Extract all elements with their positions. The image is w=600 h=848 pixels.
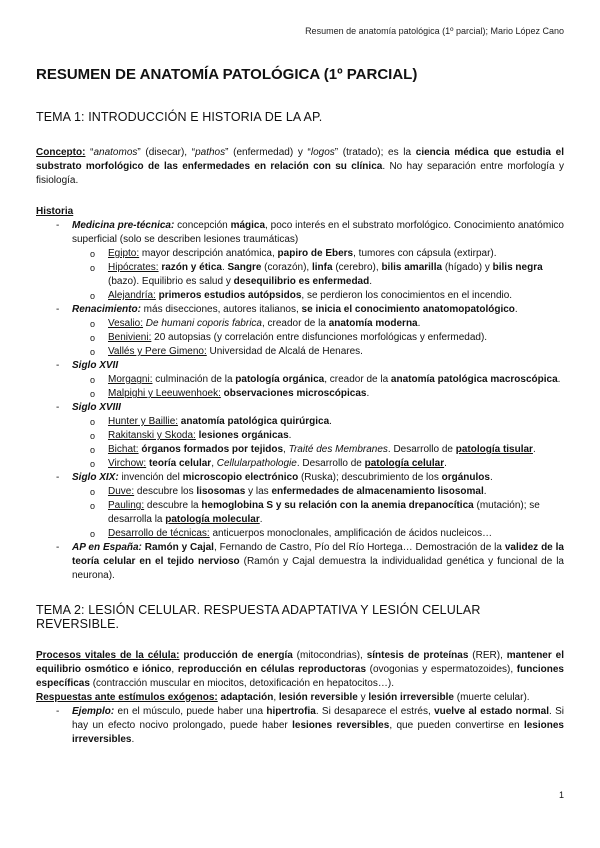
list-item: - Renacimiento: más disecciones, autores italianos, se inicia el conocimiento anatomopatológico. [36,303,564,317]
list-item: - AP en España: Ramón y Cajal, Fernando de Castro, Pío del Río Hortega… Demostración de la validez de la teoría celular en el tejido nervioso (Ramón y Cajal demuestra la individualidad genética y funcional de la neurona). [36,541,564,583]
historia-label: Historia [36,206,74,217]
list-item: o Benivieni: 20 autopsias (y correlación entre disfunciones morfológicas y enfermedad). [36,331,564,345]
list-item: o Vallés y Pere Gimeno: Universidad de Alcalá de Henares. [36,345,564,359]
list-item: - Siglo XIX: invención del microscopio electrónico (Ruska); descubrimiento de los orgánulos. [36,471,564,485]
concepto-paragraph: Concepto: “anatomos” (disecar), “pathos” (enfermedad) y “logos” (tratado); es la ciencia médica que estudia el substrato morfológico de las enfermedades en relación con su clínica. No hay separación entre morfología y fisiología. [36,147,564,186]
list-item: o Virchow: teoría celular, Cellularpathologie. Desarrollo de patología celular. [36,457,564,471]
concepto-label: Concepto: [36,147,86,158]
tema1-heading: TEMA 1: INTRODUCCIÓN E HISTORIA DE LA AP. [36,110,323,124]
list-item: o Egipto: mayor descripción anatómica, papiro de Ebers, tumores con cápsula (extirpar). [36,247,564,261]
list-item: o Pauling: descubre la hemoglobina S y su relación con la anemia drepanocítica (mutación); se desarrolla la patología molecular. [36,499,564,527]
list-item: - Siglo XVIII [36,401,564,415]
list-item: o Alejandría: primeros estudios autópsidos, se perdieron los conocimientos en el incendio. [36,289,564,303]
list-item: o Rakitanski y Skoda: lesiones orgánicas. [36,429,564,443]
page-content [36,66,564,747]
list-item: o Hunter y Baillie: anatomía patológica quirúrgica. [36,415,564,429]
tema2-heading: TEMA 2: LESIÓN CELULAR. RESPUESTA ADAPTATIVA Y LESIÓN CELULAR REVERSIBLE. [36,603,481,631]
list-item: o Hipócrates: razón y ética. Sangre (corazón), linfa (cerebro), bilis amarilla (hígado) y bilis negra (bazo). Equilibrio es salud y desequilibrio es enfermedad. [36,261,564,289]
list-item: o Morgagni: culminación de la patología orgánica, creador de la anatomía patológica macroscópica. [36,373,564,387]
list-item: o Duve: descubre los lisosomas y las enfermedades de almacenamiento lisosomal. [36,485,564,499]
page-number: 1 [558,790,564,800]
respuestas-paragraph: Respuestas ante estímulos exógenos: adaptación, lesión reversible y lesión irreversible (muerte celular). [36,692,530,703]
document-title: RESUMEN DE ANATOMÍA PATOLÓGICA (1º PARCIAL) [36,66,418,83]
ejemplo-list [36,705,564,747]
list-item: o Malpighi y Leeuwenhoek: observaciones microscópicas. [36,387,564,401]
list-item: - Ejemplo: en el músculo, puede haber una hipertrofia. Si desaparece el estrés, vuelve al estado normal. Si hay un efecto nocivo prolongado, puede haber lesiones reversibles, que pueden convertirse en lesiones irreversibles. [36,705,564,747]
running-header: Resumen de anatomía patológica (1º parcial); Mario López Cano [305,26,564,36]
list-item: - Siglo XVII [36,359,564,373]
list-item: o Vesalio: De humani coporis fabrica, creador de la anatomía moderna. [36,317,564,331]
list-item: o Bichat: órganos formados por tejidos, Traité des Membranes. Desarrollo de patología tisular. [36,443,564,457]
historia-list [36,219,564,583]
list-item: - Medicina pre-técnica: concepción mágica, poco interés en el substrato morfológico. Conocimiento anatómico superficial (solo se describen lesiones traumáticas) [36,219,564,247]
procesos-paragraph: Procesos vitales de la célula: producción de energía (mitocondrias), síntesis de proteínas (RER), mantener el equilibrio osmótico e iónico, reproducción en células reproductoras (ovogonias y espermatozoides), funciones específicas (contracción muscular en miocitos, detoxificación en hepatocitos…). [36,650,564,689]
list-item: o Desarrollo de técnicas: anticuerpos monoclonales, amplificación de ácidos nucleicos… [36,527,564,541]
